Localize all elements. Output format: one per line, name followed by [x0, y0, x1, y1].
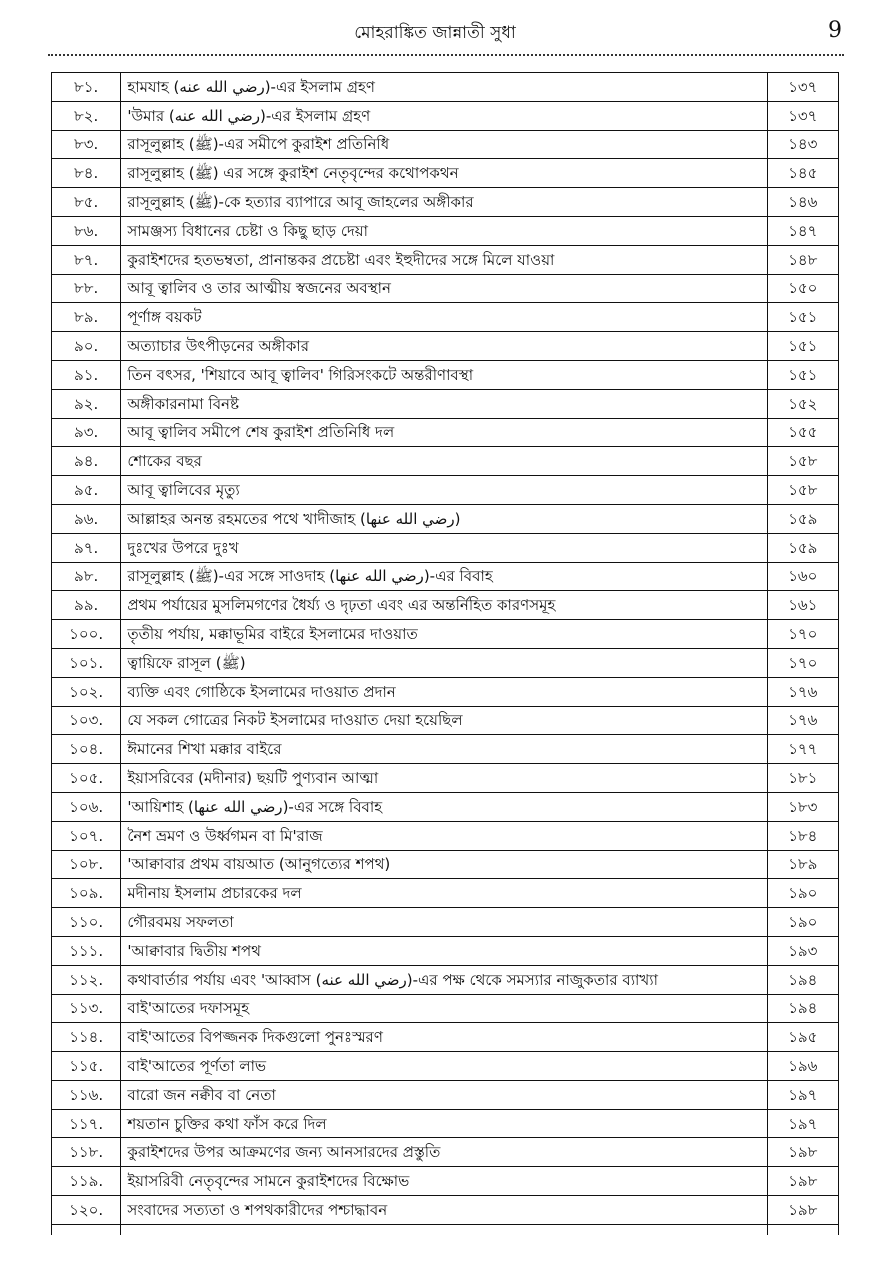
entry-page: ১৫১: [767, 360, 838, 389]
entry-number: ১১৮.: [52, 1138, 121, 1167]
entry-number: ৯০.: [52, 332, 121, 361]
entry-page: ১৯৮: [767, 1196, 838, 1225]
table-row: [52, 159, 839, 188]
table-row: [52, 936, 839, 965]
entry-page: ১৫৮: [767, 447, 838, 476]
entry-title: বারো জন নক্বীব বা নেতা: [121, 1080, 767, 1109]
entry-page: ১৭০: [767, 648, 838, 677]
table-row: [52, 591, 839, 620]
table-row: [52, 1167, 839, 1196]
entry-page: ১৭৬: [767, 677, 838, 706]
entry-title: ইয়াসরিবী নেতৃবৃন্দের সামনে কুরাইশদের বিক্ষোভ: [121, 1167, 767, 1196]
entry-title: কুরাইশদের উপর আক্রমণের জন্য আনসারদের প্রস্তুতি: [121, 1138, 767, 1167]
entry-number: ৯৪.: [52, 447, 121, 476]
table-row: [52, 245, 839, 274]
table-row: [52, 360, 839, 389]
entry-title: দুঃখের উপরে দুঃখ: [121, 533, 767, 562]
entry-page: ১৯৬: [767, 1052, 838, 1081]
table-row: [52, 648, 839, 677]
table-row: [52, 303, 839, 332]
table-row: [52, 1138, 839, 1167]
entry-number: ১০৫.: [52, 764, 121, 793]
table-row: [52, 764, 839, 793]
entry-title: ঈমানের শিখা মক্কার বাইরে: [121, 735, 767, 764]
entry-page: ১৫৯: [767, 504, 838, 533]
entry-number: ৯৭.: [52, 533, 121, 562]
entry-title: সামঞ্জস্য বিধানের চেষ্টা ও কিছু ছাড় দেয়া: [121, 216, 767, 245]
entry-number: ১১১.: [52, 936, 121, 965]
entry-title: কুরাইশদের হতভম্বতা, প্রানান্তকর প্রচেষ্টা এবং ইহুদীদের সঙ্গে মিলে যাওয়া: [121, 245, 767, 274]
header-divider: [48, 54, 844, 56]
table-row: [52, 879, 839, 908]
entry-title: ব্যক্তি এবং গোষ্ঠিকে ইসলামের দাওয়াত প্রদান: [121, 677, 767, 706]
entry-page: ১৬১: [767, 591, 838, 620]
entry-page: ১৯৩: [767, 936, 838, 965]
entry-number: ৮১.: [52, 73, 121, 102]
entry-title: বাই'আতের দফাসমূহ: [121, 994, 767, 1023]
entry-title: অঙ্গীকারনামা বিনষ্ট: [121, 389, 767, 418]
table-row: [52, 73, 839, 102]
entry-title: আবূ ত্বালিব ও তার আত্মীয় স্বজনের অবস্থান: [121, 274, 767, 303]
table-row: [52, 1196, 839, 1225]
table-row: [52, 188, 839, 217]
entry-page: ১৬০: [767, 562, 838, 591]
entry-title: 'আয়িশাহ (رضي الله عنها)-এর সঙ্গে বিবাহ: [121, 792, 767, 821]
entry-page: ১৯৪: [767, 965, 838, 994]
entry-page: ১৪৩: [767, 130, 838, 159]
entry-page: ১৮৪: [767, 821, 838, 850]
entry-number: ৯২.: [52, 389, 121, 418]
entry-title: গৌরবময় সফলতা: [121, 908, 767, 937]
table-row: [52, 332, 839, 361]
entry-number: ১০৮.: [52, 850, 121, 879]
cutoff-cell: [121, 1224, 767, 1235]
table-row: [52, 1080, 839, 1109]
entry-number: ১১৬.: [52, 1080, 121, 1109]
entry-number: ১২০.: [52, 1196, 121, 1225]
entry-page: ১৯০: [767, 908, 838, 937]
entry-title: আবূ ত্বালিব সমীপে শেষ কুরাইশ প্রতিনিধি দল: [121, 418, 767, 447]
entry-page: ১৯৮: [767, 1138, 838, 1167]
entry-page: ১৭০: [767, 620, 838, 649]
table-row: [52, 533, 839, 562]
table-row: [52, 792, 839, 821]
entry-page: ১৯৮: [767, 1167, 838, 1196]
entry-number: ১১৩.: [52, 994, 121, 1023]
entry-number: ১০৯.: [52, 879, 121, 908]
entry-title: প্রথম পর্যায়ের মুসলিমগণের ধৈর্য্য ও দৃঢ়তা এবং এর অন্তর্নিহিত কারণসমূহ: [121, 591, 767, 620]
entry-page: ১৪৬: [767, 188, 838, 217]
entry-page: ১৫১: [767, 303, 838, 332]
entry-title: সংবাদের সত্যতা ও শপথকারীদের পশ্চাদ্ধাবন: [121, 1196, 767, 1225]
entry-number: ৮৮.: [52, 274, 121, 303]
entry-number: ৮৬.: [52, 216, 121, 245]
table-row: [52, 1052, 839, 1081]
entry-page: ১৯৭: [767, 1080, 838, 1109]
entry-number: ১০৬.: [52, 792, 121, 821]
entry-title: যে সকল গোত্রের নিকট ইসলামের দাওয়াত দেয়া হয়েছিল: [121, 706, 767, 735]
entry-number: ১০০.: [52, 620, 121, 649]
entry-number: ৮৪.: [52, 159, 121, 188]
entry-page: ১৫৯: [767, 533, 838, 562]
table-of-contents: [51, 72, 839, 1235]
entry-page: ১৮৯: [767, 850, 838, 879]
entry-title: কথাবার্তার পর্যায় এবং 'আব্বাস (رضي الله عنه)-এর পক্ষ থেকে সমস্যার নাজুকতার ব্যাখ্যা: [121, 965, 767, 994]
table-row: [52, 216, 839, 245]
toc-body: [52, 73, 839, 1235]
entry-page: ১৩৭: [767, 73, 838, 102]
entry-page: ১৪৮: [767, 245, 838, 274]
entry-page: ১৩৭: [767, 101, 838, 130]
entry-number: ৮৯.: [52, 303, 121, 332]
entry-number: ১১০.: [52, 908, 121, 937]
table-row: [52, 562, 839, 591]
table-row: [52, 620, 839, 649]
entry-title: আল্লাহর অনন্ত রহমতের পথে খাদীজাহ (رضي الله عنها): [121, 504, 767, 533]
entry-page: ১৯৫: [767, 1023, 838, 1052]
entry-page: ১৫২: [767, 389, 838, 418]
entry-number: ৯৯.: [52, 591, 121, 620]
entry-number: ১১৫.: [52, 1052, 121, 1081]
table-row: [52, 418, 839, 447]
table-row: [52, 706, 839, 735]
entry-title: তিন বৎসর, 'শিয়াবে আবূ ত্বালিব' গিরিসংকটে অন্তরীণাবস্থা: [121, 360, 767, 389]
entry-title: বাই'আতের পূর্ণতা লাভ: [121, 1052, 767, 1081]
entry-title: 'উমার (رضي الله عنه)-এর ইসলাম গ্রহণ: [121, 101, 767, 130]
entry-title: শয়তান চুক্তির কথা ফাঁস করে দিল: [121, 1109, 767, 1138]
entry-title: তৃতীয় পর্যায়, মক্কাভূমির বাইরে ইসলামের দাওয়াত: [121, 620, 767, 649]
entry-page: ১৫১: [767, 332, 838, 361]
entry-number: ১০৩.: [52, 706, 121, 735]
table-row: [52, 908, 839, 937]
entry-page: ১৪৭: [767, 216, 838, 245]
table-row: [52, 504, 839, 533]
table-row: [52, 821, 839, 850]
entry-number: ১০৪.: [52, 735, 121, 764]
table-row: [52, 130, 839, 159]
entry-number: ১০১.: [52, 648, 121, 677]
table-row: [52, 735, 839, 764]
entry-title: আবূ ত্বালিবের মৃত্যু: [121, 476, 767, 505]
entry-number: ১১৭.: [52, 1109, 121, 1138]
entry-title: পূর্ণাঙ্গ বয়কট: [121, 303, 767, 332]
table-row: [52, 965, 839, 994]
entry-number: ৮৩.: [52, 130, 121, 159]
entry-title: রাসূলুল্লাহ (ﷺ) এর সঙ্গে কুরাইশ নেতৃবৃন্দের কথোপকথন: [121, 159, 767, 188]
entry-number: ৮৭.: [52, 245, 121, 274]
entry-title: বাই'আতের বিপজ্জনক দিকগুলো পুনঃস্মরণ: [121, 1023, 767, 1052]
entry-page: ১৫০: [767, 274, 838, 303]
entry-page: ১৯০: [767, 879, 838, 908]
entry-page: ১৫৫: [767, 418, 838, 447]
entry-number: ১০২.: [52, 677, 121, 706]
entry-number: ৮২.: [52, 101, 121, 130]
entry-number: ৯৫.: [52, 476, 121, 505]
entry-page: ১৮১: [767, 764, 838, 793]
entry-title: 'আক্বাবার দ্বিতীয় শপথ: [121, 936, 767, 965]
entry-title: রাসূলুল্লাহ (ﷺ)-কে হত্যার ব্যাপারে আবূ জাহলের অঙ্গীকার: [121, 188, 767, 217]
table-row-cutoff: [52, 1224, 839, 1235]
book-title: মোহরাঙ্কিত জান্নাতী সুধা: [354, 23, 516, 43]
entry-page: ১৭৬: [767, 706, 838, 735]
entry-title: হামযাহ (رضي الله عنه)-এর ইসলাম গ্রহণ: [121, 73, 767, 102]
entry-title: অত্যাচার উৎপীড়নের অঙ্গীকার: [121, 332, 767, 361]
table-row: [52, 1023, 839, 1052]
table-row: [52, 389, 839, 418]
cutoff-cell: [52, 1224, 121, 1235]
entry-title: 'আক্বাবার প্রথম বায়আত (আনুগত্যের শপথ): [121, 850, 767, 879]
entry-title: মদীনায় ইসলাম প্রচারকের দল: [121, 879, 767, 908]
table-row: [52, 677, 839, 706]
entry-title: নৈশ ভ্রমণ ও উর্ধ্বগমন বা মি'রাজ: [121, 821, 767, 850]
entry-number: ৮৫.: [52, 188, 121, 217]
entry-page: ১৪৫: [767, 159, 838, 188]
table-row: [52, 101, 839, 130]
page-header: [0, 0, 870, 58]
entry-page: ১৯৪: [767, 994, 838, 1023]
entry-number: ১১২.: [52, 965, 121, 994]
entry-title: রাসূলুল্লাহ (ﷺ)-এর সমীপে কুরাইশ প্রতিনিধি: [121, 130, 767, 159]
table-row: [52, 994, 839, 1023]
entry-page: ১৫৮: [767, 476, 838, 505]
entry-title: রাসূলুল্লাহ (ﷺ)-এর সঙ্গে সাওদাহ (رضي الله عنها)-এর বিবাহ: [121, 562, 767, 591]
entry-page: ১৯৭: [767, 1109, 838, 1138]
table-row: [52, 850, 839, 879]
table-row: [52, 1109, 839, 1138]
table-row: [52, 447, 839, 476]
cutoff-cell: [767, 1224, 838, 1235]
entry-page: ১৮৩: [767, 792, 838, 821]
entry-title: শোকের বছর: [121, 447, 767, 476]
entry-page: ১৭৭: [767, 735, 838, 764]
entry-number: ৯৮.: [52, 562, 121, 591]
entry-number: ১১৪.: [52, 1023, 121, 1052]
table-row: [52, 274, 839, 303]
entry-number: ১১৯.: [52, 1167, 121, 1196]
table-row: [52, 476, 839, 505]
page-number: 9: [828, 18, 842, 43]
entry-number: ৯৩.: [52, 418, 121, 447]
entry-title: ত্বায়িফে রাসূল (ﷺ): [121, 648, 767, 677]
entry-number: ৯১.: [52, 360, 121, 389]
entry-number: ১০৭.: [52, 821, 121, 850]
entry-number: ৯৬.: [52, 504, 121, 533]
entry-title: ইয়াসরিবের (মদীনার) ছয়টি পুণ্যবান আত্মা: [121, 764, 767, 793]
